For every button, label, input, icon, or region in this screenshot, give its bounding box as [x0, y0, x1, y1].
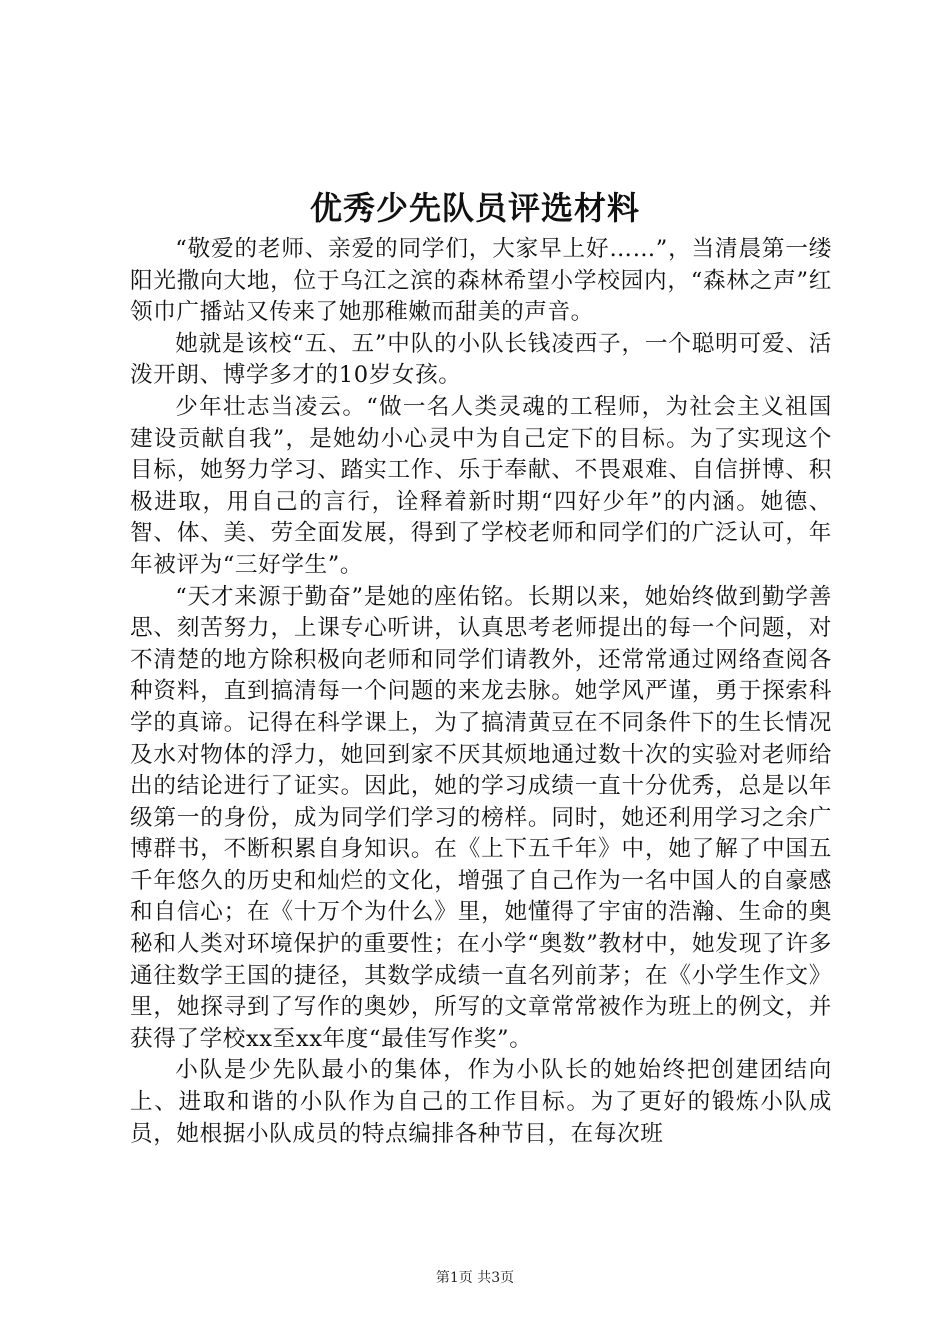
document-title: 优秀少先队员评选材料	[309, 189, 640, 227]
paragraph: 小队是少先队最小的集体，作为小队长的她始终把创建团结向上、进取和谐的小队作为自己的工作目标。为了更好的锻炼小队成员，她根据小队成员的特点编排各种节目，在每次班	[130, 1057, 832, 1147]
paragraph: 少年壮志当凌云。“做一名人类灵魂的工程师，为社会主义祖国建设贡献自我”，是她幼小心灵中为自己定下的目标。为了实现这个目标，她努力学习、踏实工作、乐于奉献、不畏艰难、自信拼博、积极进取，用自己的言行，诠释着新时期“四好少年”的内涵。她德、智、体、美、劳全面发展，得到了学校老师和同学们的广泛认可，年年被评为“三好学生”。	[130, 393, 832, 578]
paragraph: 她就是该校“五、五”中队的小队长钱凌西子，一个聪明可爱、活泼开朗、博学多才的10岁女孩。	[130, 330, 832, 389]
document-body	[130, 234, 832, 1150]
page-footer: 第1页 共3页	[435, 1270, 515, 1286]
paragraph: “敬爱的老师、亲爱的同学们，大家早上好……”，当清晨第一缕阳光撒向大地，位于乌江之滨的森林希望小学校园内，“森林之声”红领巾广播站又传来了她那稚嫩而甜美的声音。	[130, 236, 832, 326]
paragraph: “天才来源于勤奋”是她的座佑铭。长期以来，她始终做到勤学善思、刻苦努力，上课专心听讲，认真思考老师提出的每一个问题，对不清楚的地方除积极向老师和同学们请教外，还常常通过网络查阅各种资料，直到搞清每一个问题的来龙去脉。她学风严谨，勇于探索科学的真谛。记得在科学课上，为了搞清黄豆在不同条件下的生长情况及水对物体的浮力，她回到家不厌其烦地通过数十次的实验对老师给出的结论进行了证实。因此，她的学习成绩一直十分优秀，总是以年级第一的身份，成为同学们学习的榜样。同时，她还利用学习之余广博群书，不断积累自身知识。在《上下五千年》中，她了解了中国五千年悠久的历史和灿烂的文化，增强了自己作为一名中国人的自豪感和自信心；在《十万个为什么》里，她懂得了宇宙的浩瀚、生命的奥秘和人类对环境保护的重要性；在小学“奥数”教材中，她发现了许多通往数学王国的捷径，其数学成绩一直名列前茅；在《小学生作文》里，她探寻到了写作的奥妙，所写的文章常常被作为班上的例文，并获得了学校xx至xx年度“最佳写作奖”。	[130, 583, 832, 1052]
